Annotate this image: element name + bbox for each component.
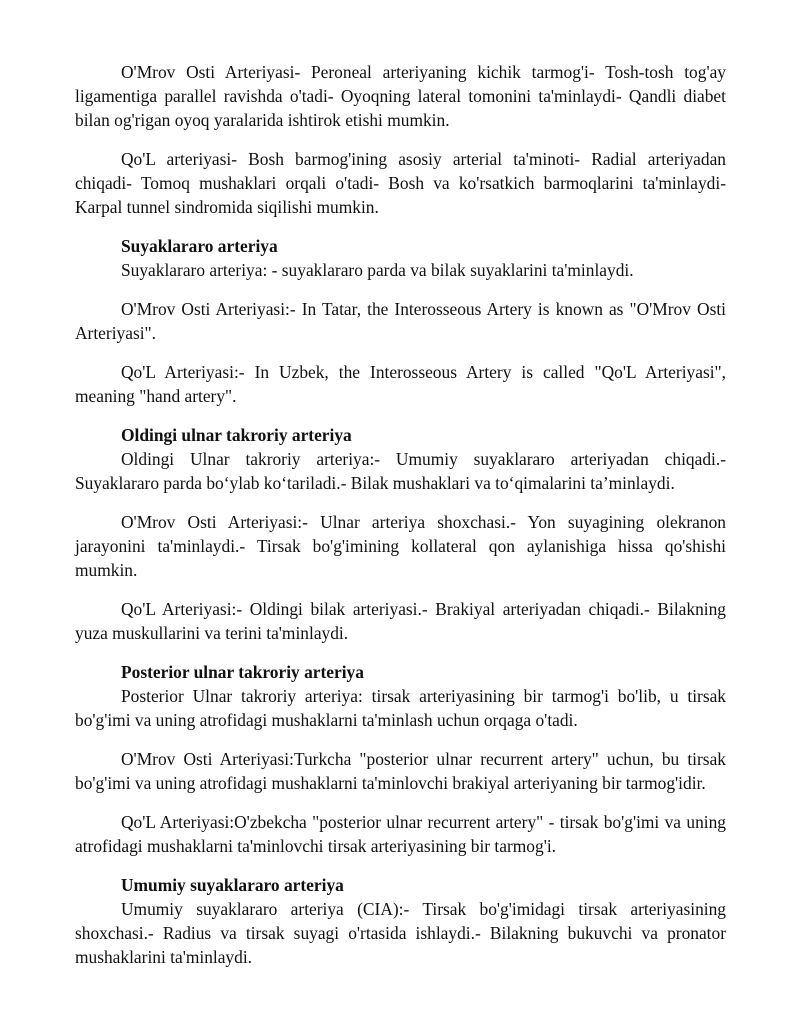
section-oldingi-ulnar	[75, 423, 726, 645]
section-paragraph: O'Mrov Osti Arteriyasi:- Ulnar arteriya shoxchasi.- Yon suyagining olekranon jarayonini ta'minlaydi.- Tirsak bo'g'imining kollateral qon aylanishiga hissa qo'shishi mumkin.	[75, 512, 726, 580]
section-heading: Posterior ulnar takroriy arteriya	[121, 662, 364, 682]
section-umumiy-suyaklararo	[75, 873, 726, 969]
section-paragraph: O'Mrov Osti Arteriyasi:Turkcha "posterior ulnar recurrent artery" uchun, bu tirsak bo'g'imi va uning atrofidagi mushaklarni ta'minlovchi brakiyal arteriyaning bir tarmog'idir.	[75, 749, 726, 793]
section-paragraph: Suyaklararo arteriya: - suyaklararo parda va bilak suyaklarini ta'minlaydi.	[121, 260, 634, 280]
section-paragraph: Qo'L Arteriyasi:- In Uzbek, the Interosseous Artery is called "Qo'L Arteriyasi", meaning "hand artery".	[75, 362, 726, 406]
section-paragraph: Qo'L Arteriyasi:O'zbekcha "posterior ulnar recurrent artery" - tirsak bo'g'imi va uning atrofidagi mushaklarni ta'minlovchi tirsak arteriyasining bir tarmog'i.	[75, 812, 726, 856]
section-paragraph: O'Mrov Osti Arteriyasi:- In Tatar, the Interosseous Artery is known as "O'Mrov Osti Arteriyasi".	[75, 299, 726, 343]
section-heading: Oldingi ulnar takroriy arteriya	[121, 425, 352, 445]
intro-paragraph-2: Qo'L arteriyasi- Bosh barmog'ining asosiy arterial ta'minoti- Radial arteriyadan chiqadi- Tomoq mushaklari orqali o'tadi- Bosh va ko'rsatkich barmoqlarini ta'minlaydi- Karpal tunnel sindromida siqilishi mumkin.	[75, 149, 726, 217]
section-paragraph: Umumiy suyaklararo arteriya (CIA):- Tirsak bo'g'imidagi tirsak arteriyasining shoxchasi.- Radius va tirsak suyagi o'rtasida ishlaydi.- Bilakning bukuvchi va pronator mushaklarini ta'minlaydi.	[75, 899, 726, 967]
section-paragraph: Qo'L Arteriyasi:- Oldingi bilak arteriyasi.- Brakiyal arteriyadan chiqadi.- Bilakning yuza muskullarini va terini ta'minlaydi.	[75, 599, 726, 643]
section-heading: Suyaklararo arteriya	[121, 236, 278, 256]
intro-paragraph-1: O'Mrov Osti Arteriyasi- Peroneal arteriyaning kichik tarmog'i- Tosh-tosh tog'ay ligamentiga parallel ravishda o'tadi- Oyoqning lateral tomonini ta'minlaydi- Qandli diabet bilan og'rigan oyoq yaralarida ishtirok etishi mumkin.	[75, 62, 726, 130]
section-suyaklararo-arteriya	[75, 234, 726, 408]
section-paragraph: Oldingi Ulnar takroriy arteriya:- Umumiy suyaklararo arteriyadan chiqadi.- Suyaklararo parda bo‘ylab ko‘tariladi.- Bilak mushaklari va to‘qimalarini ta’minlaydi.	[75, 449, 726, 493]
section-heading: Umumiy suyaklararo arteriya	[121, 875, 344, 895]
section-paragraph: Posterior Ulnar takroriy arteriya: tirsak arteriyasining bir tarmog'i bo'lib, u tirsak bo'g'imi va uning atrofidagi mushaklarni ta'minlash uchun orqaga o'tadi.	[75, 686, 726, 730]
section-posterior-ulnar	[75, 660, 726, 858]
